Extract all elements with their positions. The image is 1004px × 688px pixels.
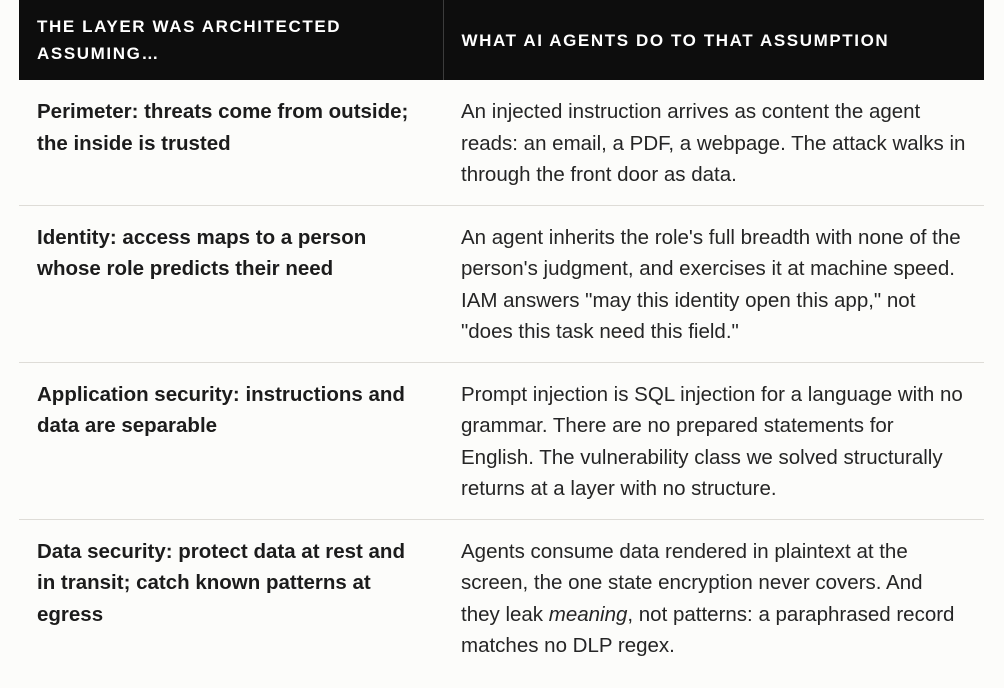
table-row: [19, 519, 984, 676]
row-effect-perimeter: An injected instruction arrives as content the agent reads: an email, a PDF, a webpage. The attack walks in through the front door as data.: [443, 80, 984, 205]
row-assumption-appsec: Application security: instructions and data are separable: [19, 362, 443, 519]
row-assumption-identity: Identity: access maps to a person whose role predicts their need: [19, 205, 443, 362]
table-row: [19, 205, 984, 362]
row-effect-datasec: [443, 519, 984, 676]
row-effect-appsec: Prompt injection is SQL injection for a language with no grammar. There are no prepared statements for English. The vulnerability class we solved structurally returns at a layer with no structure.: [443, 362, 984, 519]
header-assumption: THE LAYER WAS ARCHITECTED ASSUMING…: [19, 0, 443, 80]
effect-text-after: , not patterns: a paraphrased record matches no DLP regex.: [461, 602, 955, 657]
table-row: [19, 80, 984, 205]
row-effect-identity: An agent inherits the role's full breadth with none of the person's judgment, and exercises it at machine speed. IAM answers "may this identity open this app," not "does this task need this field.": [443, 205, 984, 362]
header-agent-effect: WHAT AI AGENTS DO TO THAT ASSUMPTION: [443, 0, 984, 80]
effect-emphasis: meaning: [548, 602, 628, 626]
row-assumption-datasec: Data security: protect data at rest and in transit; catch known patterns at egress: [37, 539, 405, 626]
header-row: [19, 0, 984, 80]
row-assumption-perimeter: Perimeter: threats come from outside; the inside is trusted: [19, 80, 443, 205]
table-row: [19, 362, 984, 519]
table-body: [19, 80, 984, 676]
effect-text-before: Agents consume data rendered in plaintext at the screen, the one state encryption never covers. And they leak: [461, 539, 923, 626]
assumptions-table: [19, 0, 984, 676]
table-header: [19, 0, 984, 80]
